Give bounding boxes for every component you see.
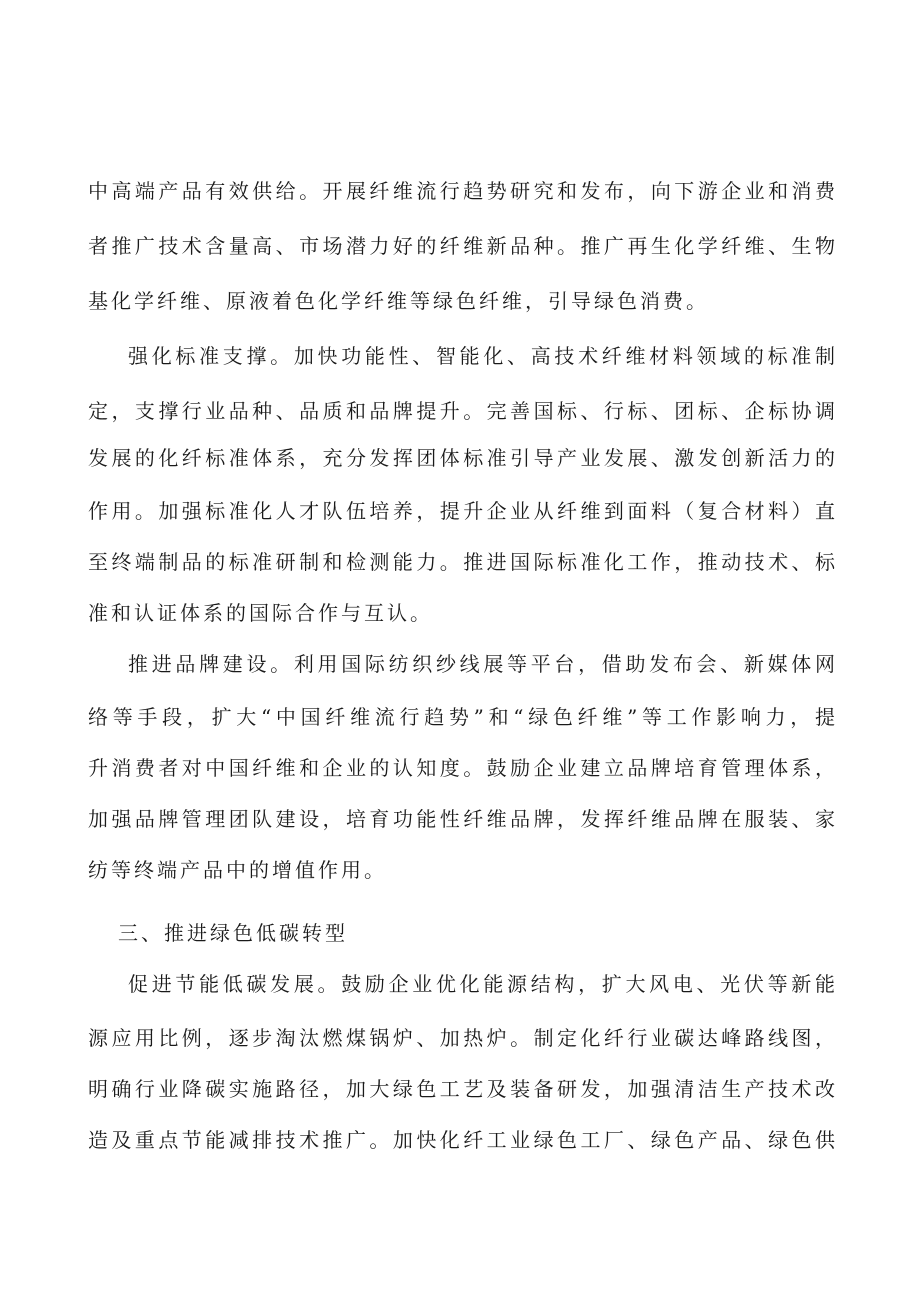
paragraph-2-line-3: 发展的化纤标准体系，充分发挥团体标准引导产业发展、激发创新活力的 [88, 446, 838, 470]
paragraph-3-line-4: 加强品牌管理团队建设，培育功能性纤维品牌，发挥纤维品牌在服装、家 [88, 807, 838, 831]
paragraph-3-line-3: 升消费者对中国纤维和企业的认知度。鼓励企业建立品牌培育管理体系， [88, 756, 838, 780]
paragraph-3-line-2: 络等手段，扩大“中国纤维流行趋势”和“绿色纤维”等工作影响力，提 [88, 705, 838, 729]
paragraph-1-line-2: 者推广技术含量高、市场潜力好的纤维新品种。推广再生化学纤维、生物 [88, 234, 838, 258]
paragraph-2-line-1: 强化标准支撑。加快功能性、智能化、高技术纤维材料领域的标准制 [128, 344, 838, 368]
paragraph-2-line-5: 至终端制品的标准研制和检测能力。推进国际标准化工作，推动技术、标 [88, 550, 838, 574]
section-heading: 三、推进绿色低碳转型 [118, 921, 348, 945]
paragraph-2-line-4: 作用。加强标准化人才队伍培养，提升企业从纤维到面料（复合材料）直 [88, 499, 838, 523]
paragraph-3-line-5: 纺等终端产品中的增值作用。 [88, 858, 387, 882]
paragraph-4-line-1: 促进节能低碳发展。鼓励企业优化能源结构，扩大风电、光伏等新能 [128, 972, 838, 996]
paragraph-4-line-3: 明确行业降碳实施路径，加大绿色工艺及装备研发，加强清洁生产技术改 [88, 1077, 838, 1101]
paragraph-3-line-1: 推进品牌建设。利用国际纺织纱线展等平台，借助发布会、新媒体网 [128, 652, 838, 676]
paragraph-2-line-6: 准和认证体系的国际合作与互认。 [88, 601, 433, 625]
paragraph-1-line-1: 中高端产品有效供给。开展纤维流行趋势研究和发布，向下游企业和消费 [88, 179, 838, 203]
paragraph-4-line-4: 造及重点节能减排技术推广。加快化纤工业绿色工厂、绿色产品、绿色供 [88, 1128, 838, 1152]
paragraph-1-line-3: 基化学纤维、原液着色化学纤维等绿色纤维，引导绿色消费。 [88, 289, 709, 313]
paragraph-2-line-2: 定，支撑行业品种、品质和品牌提升。完善国标、行标、团标、企标协调 [88, 399, 838, 423]
paragraph-4-line-2: 源应用比例，逐步淘汰燃煤锅炉、加热炉。制定化纤行业碳达峰路线图， [88, 1026, 838, 1050]
